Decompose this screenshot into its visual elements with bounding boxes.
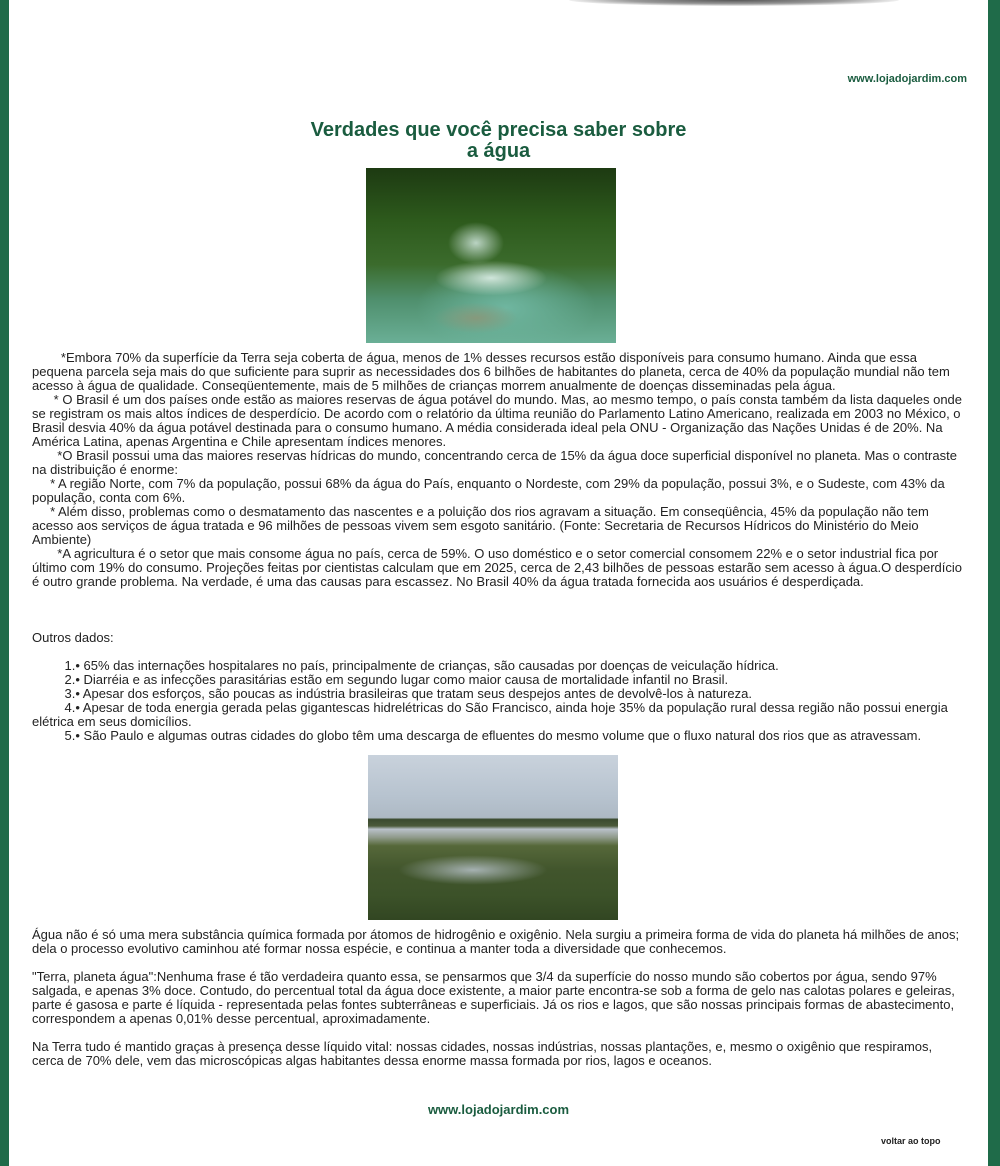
wetland-image <box>368 755 618 920</box>
paragraph: Água não é só uma mera substância química formada por átomos de hidrogênio e oxigênio. Nela surgiu a primeira forma de vida do planeta há milhões de anos; dela o processo evolutivo caminhou até formar nossa espécie, e continua a manter toda a diversidade que conhecemos. <box>32 927 960 956</box>
site-link-top[interactable]: www.lojadojardim.com <box>847 73 967 85</box>
fact-item: 3.• Apesar dos esforços, são poucas as indústria brasileiras que tratam seus despejos antes de devolvê-los à natureza. <box>32 686 752 701</box>
paragraph: *A agricultura é o setor que mais consome água no país, cerca de 59%. O uso doméstico e o setor comercial consomem 22% e o setor industrial fica por último com 19% do consumo. Projeções feitas por cientistas calculam que em 2025, cerca de 2,43 bilhões de pessoas estarão sem acesso à água.O desperdício é outro grande problema. Na verdade, é uma das causas para escassez. No Brasil 40% da água tratada fornecida aos usuários é desperdiçada. <box>32 546 966 589</box>
paragraph: * O Brasil é um dos países onde estão as maiores reservas de água potável do mundo. Mas, ao mesmo tempo, o país consta também da lista daqueles onde se registram os mais altos índices de desperdício. De acordo com o relatório da última reunião do Parlamento Latino Americano, realizada em 2003 no México, o Brasil desvia 40% da água potável destinada para o consumo humano. A média considerada ideal pela ONU - Organização das Nações Unidas é de 20%. Na América Latina, apenas Argentina e Chile apresentam índices menores. <box>32 392 966 449</box>
article-intro <box>32 351 967 589</box>
fact-item: 5.• São Paulo e algumas outras cidades do globo têm uma descarga de efluentes do mesmo volume que o fluxo natural dos rios que as atravessam. <box>32 728 922 743</box>
closing-text <box>32 928 967 1068</box>
page-title <box>9 120 988 162</box>
paragraph: "Terra, planeta água":Nenhuma frase é tão verdadeira quanto essa, se pensarmos que 3/4 da superfície do nosso mundo são cobertos por água, sendo 97% salgada, e apenas 3% doce. Contudo, do percentual total da água doce existente, a maior parte encontra-se sob a forma de gelo nas calotas polares e geleiras, parte é gasosa e parte é líquida - representada pelas fontes subterrâneas e superficiais. Já os rios e lagos, que são nossas principais formas de abastecimento, correspondem a apenas 0,01% desse percentual, aproximadamente. <box>32 969 955 1026</box>
waterfall-image <box>366 168 616 343</box>
other-facts-heading: Outros dados: <box>32 630 114 645</box>
fact-item: 2.• Diarréia e as infecções parasitárias estão em segundo lugar como maior causa de mortalidade infantil no Brasil. <box>32 672 729 687</box>
paragraph: * Além disso, problemas como o desmatamento das nascentes e a poluição dos rios agravam a situação. Em conseqüência, 45% da população não tem acesso aos serviços de água tratada e 96 milhões de pessoas vivem sem esgoto sanitário. (Fonte: Secretaria de Recursos Hídricos do Ministério do Meio Ambiente) <box>32 504 933 547</box>
fact-item: 4.• Apesar de toda energia gerada pelas gigantescas hidrelétricas do São Francisco, ainda hoje 35% da população rural dessa região não possui energia elétrica em seus domicílios. <box>32 700 952 729</box>
paragraph: Na Terra tudo é mantido graças à presença desse líquido vital: nossas cidades, nossas indústrias, nossas plantações, e, mesmo o oxigênio que respiramos, cerca de 70% dele, vem das microscópicas algas habitantes dessa enorme massa formada por rios, lagos e oceanos. <box>32 1039 933 1068</box>
fact-item: 1.• 65% das internações hospitalares no país, principalmente de crianças, são causadas por doenças de veiculação hídrica. <box>32 658 779 673</box>
other-facts <box>32 631 967 743</box>
title-line-1: Verdades que você precisa saber sobre <box>310 119 687 141</box>
page <box>9 0 988 1166</box>
back-to-top-link[interactable]: voltar ao topo <box>881 1136 941 1146</box>
title-line-2: a água <box>466 140 531 162</box>
header-shadow-decoration <box>569 0 899 6</box>
paragraph: *Embora 70% da superfície da Terra seja coberta de água, menos de 1% desses recursos estão disponíveis para consumo humano. Ainda que essa pequena parcela seja mais do que suficiente para suprir as necessidades dos 6 bilhões de habitantes do planeta, cerca de 40% da população mundial não tem acesso à água de qualidade. Conseqüentemente, mais de 5 milhões de crianças morrem anualmente de doenças disseminadas pela água. <box>32 350 954 393</box>
paragraph: *O Brasil possui uma das maiores reservas hídricas do mundo, concentrando cerca de 15% da água doce superficial disponível no planeta. Mas o contraste na distribuição é enorme: <box>32 448 961 477</box>
site-link-bottom[interactable]: www.lojadojardim.com <box>427 1102 570 1117</box>
paragraph: * A região Norte, com 7% da população, possui 68% da água do País, enquanto o Nordeste, com 29% da população, possui 3%, e o Sudeste, com 43% da população, conta com 6%. <box>32 476 949 505</box>
